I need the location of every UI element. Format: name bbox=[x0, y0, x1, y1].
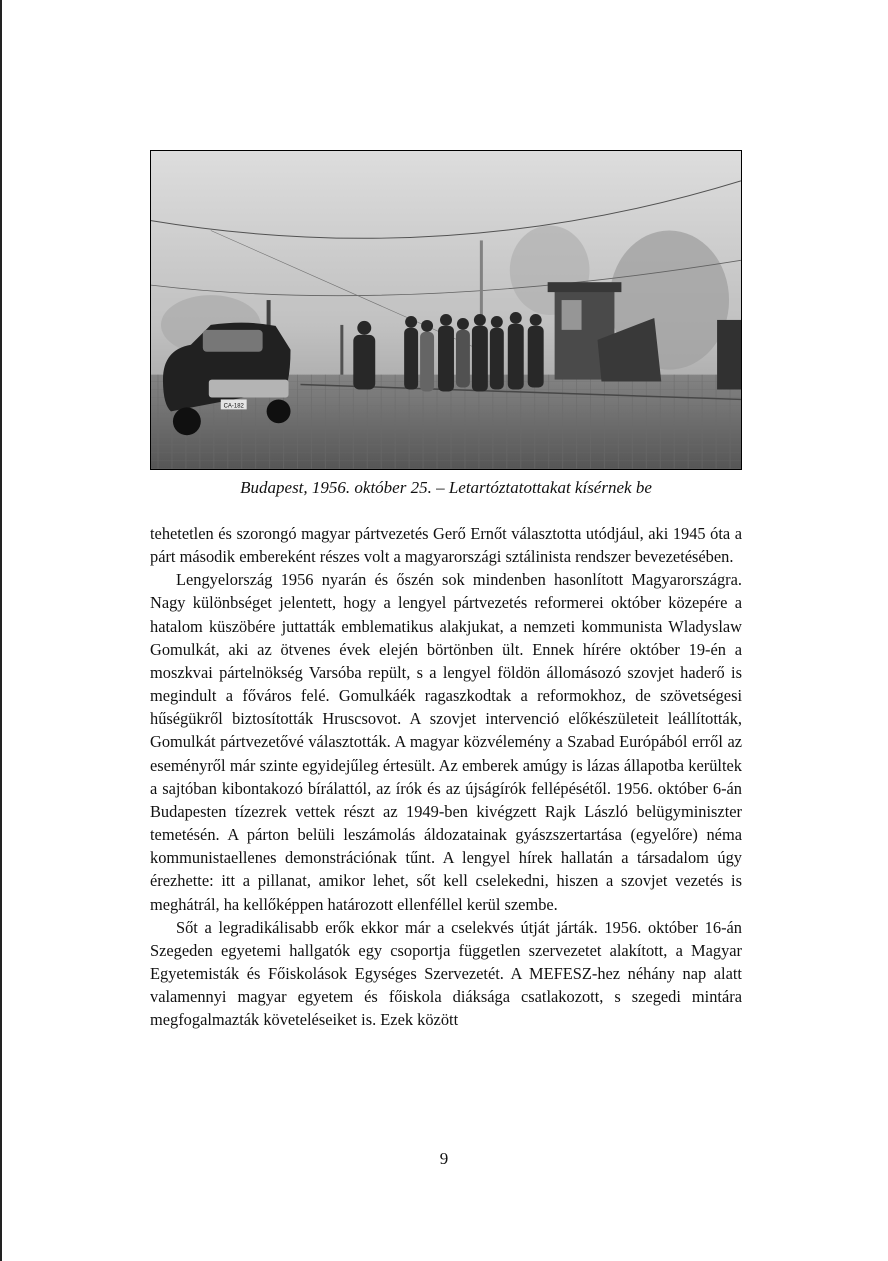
page-edge-rule bbox=[0, 0, 2, 1261]
paragraph-2: Lengyelország 1956 nyarán és őszén sok mindenben hasonlított Magyarországra. Nagy különbséget jelentett, hogy a lengyel pártvezetés reformerei október közepére a hatalom küszöbére juttatták emblematikus alakjukat, a nemzeti kommunista Wladyslaw Gomulkát, aki az ötvenes évek elején börtönben ült. Ennek hírére október 19-én a moszkvai pártelnökség Varsóba repült, s a lengyel földön állomásozó szovjet haderő is megindult a főváros felé. Gomulkáék ragaszkodtak a reformokhoz, de szövetségesi hűségükről biztosították Hruscsovot. A szovjet intervenció előkészületeit leállították, Gomulkát pártvezetővé választották. A magyar közvélemény a Szabad Európából erről az eseményről már szinte egyidejűleg értesült. Az emberek amúgy is lázas állapotba kerültek a sajtóban kibontakozó bírálattól, az írók és az újságírók fellépésétől. 1956. október 6-án Budapesten tízezrek vettek részt az 1949-ben kivégzett Rajk László belügyminiszter temetésén. A párton belüli leszámolás áldozatainak gyászszertartása (egyelőre) néma kommunistaellenes demonstrációnak tűnt. A lengyel hírek hallatán a társadalom úgy érezhette: itt a pillanat, amikor lehet, sőt kell cselekedni, hiszen a szovjet vezetés is meghátrál, ha kellőképpen határozott ellenféllel kerül szembe. bbox=[150, 570, 742, 914]
historical-photo bbox=[150, 150, 742, 470]
photo-caption: Budapest, 1956. október 25. – Letartóztatottakat kísérnek be bbox=[240, 478, 652, 497]
paragraph-3: Sőt a legradikálisabb erők ekkor már a cselekvés útját járták. 1956. október 16-án Szegeden egyetemi hallgatók egy csoportja független szervezetet alakított, a Magyar Egyetemisták és Főiskolások Egységes Szervezetét. A MEFESZ-hez néhány nap alatt valamennyi magyar egyetem és főiskola diáksága csatlakozott, s szegedi mintára megfogalmazták követeléseiket is. Ezek között bbox=[150, 917, 742, 1030]
page-number: 9 bbox=[439, 1149, 449, 1168]
street-scene-illustration bbox=[151, 151, 741, 469]
body-text bbox=[150, 522, 742, 1031]
svg-text:CA-182: CA-182 bbox=[223, 403, 244, 410]
paragraph-1: tehetetlen és szorongó magyar pártvezetés Gerő Ernőt választotta utódjául, aki 1945 óta a párt második embereként részes volt a magyarországi sztálinista rendszer bevezetésében. bbox=[150, 524, 742, 567]
